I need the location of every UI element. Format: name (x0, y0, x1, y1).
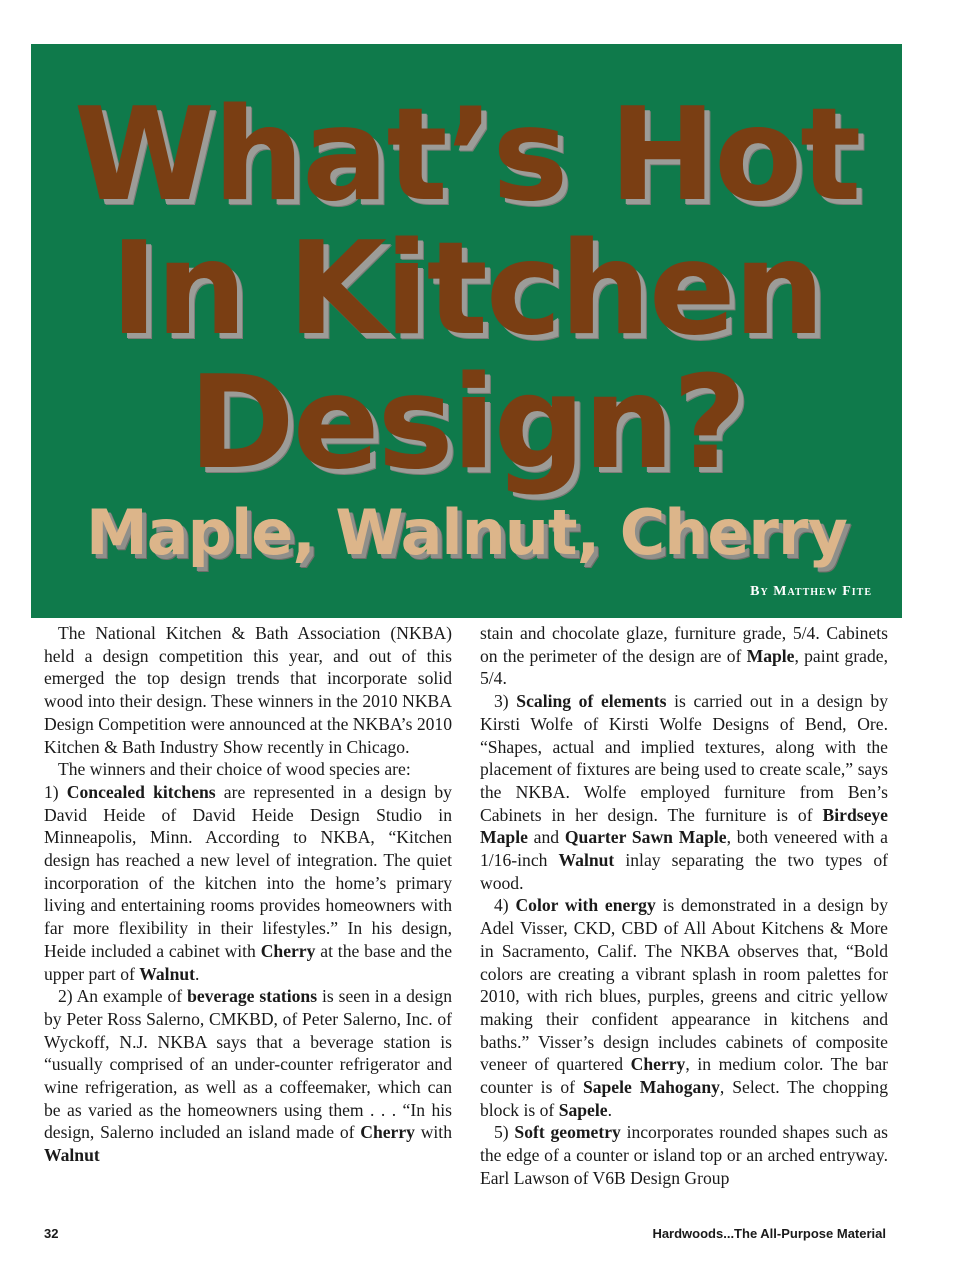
bold-term: Quarter Sawn Maple (564, 827, 727, 848)
text-run: 3) (494, 691, 517, 712)
text-run: is seen in a design by Peter Ross Salerno, CMKBD, of Peter Salerno, Inc. of Wyckoff, N.J. NKBA says that a beverage station is “usually comprised of an under-counter refrigerator and wine refrigeration, as well as a coffeemaker, which can be as varied as the homeowners using them . . . “In his design, Salerno included an island made of (44, 986, 453, 1143)
text-run: 4) (494, 895, 516, 916)
text-run: is carried out in a design by Kirsti Wolfe of Kirsti Wolfe Designs of Bend, Ore. “Shapes, actual and implied textures, along with the placement of fixtures are being used to create scale,” says the NKBA. Wolfe employed furniture from Ben’s Cabinets in her design. The furniture is of (480, 691, 888, 825)
text-run: 1) (44, 781, 67, 802)
bold-term: Birdseye Maple (480, 804, 888, 848)
text-run: incorporates rounded shapes such as the edge of a counter or island top or an arched entryway. Earl Lawson of V6B Design Group (480, 1122, 888, 1188)
text-run: and (527, 827, 565, 848)
page-footer (44, 1226, 886, 1241)
page-number: 32 (44, 1226, 59, 1241)
text-run: are represented in a design by David Heide of David Heide Design Studio in Minneapolis, Minn. According to NKBA, “Kitchen design has reached a new level of integration. The quiet incorporation of the kitchen into the home’s primary living and entertaining rooms provides homeowners with far more flexibility in their lifestyles.” In his design, Heide included a cabinet with (44, 781, 452, 961)
headline-subtitle: Maple, Walnut, Cherry (86, 496, 847, 569)
bold-term: beverage stations (187, 986, 318, 1007)
article-paragraph (480, 1121, 888, 1189)
bold-term: Concealed kitchens (66, 781, 216, 802)
text-run: 5) (494, 1122, 515, 1143)
text-run: with (414, 1122, 452, 1143)
article-paragraph (44, 985, 452, 1167)
article-paragraph (44, 781, 452, 985)
text-run: . (607, 1099, 612, 1120)
article-column-left (44, 622, 452, 1167)
bold-term: Cherry (260, 940, 316, 961)
title-banner (31, 44, 902, 618)
bold-term: Cherry (360, 1122, 415, 1143)
bold-term: Sapele (558, 1099, 608, 1120)
bold-term: Color with energy (515, 895, 656, 916)
text-run: , both veneered with a 1/16-inch (480, 827, 888, 871)
text-run: . (195, 963, 200, 984)
text-run: The National Kitchen & Bath Association (NKBA) held a design competition this year, and out of this emerged the top design trends that incorporate solid wood into their design. These winners in the 2010 NKBA Design Competition were announced at the NKBA’s 2010 Kitchen & Bath Industry Show recently in Chicago. (44, 623, 453, 757)
bold-term: Walnut (139, 963, 196, 984)
bold-term: Walnut (44, 1145, 100, 1166)
text-run: , paint grade, 5/4. (480, 645, 888, 689)
text-run: 2) An example of (58, 986, 188, 1007)
text-run: inlay separating the two types of wood. (480, 850, 889, 893)
byline: By Matthew Fite (750, 584, 872, 599)
text-run: The winners and their choice of wood species are: (58, 759, 411, 780)
bold-term: Sapele Mahogany (582, 1077, 720, 1098)
publication-title: Hardwoods...The All-Purpose Material (652, 1226, 886, 1241)
article-column-right (480, 622, 888, 1190)
bold-term: Scaling of elements (516, 691, 667, 712)
headline-line-1: What’s Hot (73, 81, 860, 230)
bold-term: Maple (746, 645, 795, 666)
text-run: at the base and the upper part of (44, 940, 452, 984)
headline-line-3: Design? (188, 349, 745, 498)
text-run: is demonstrated in a design by Adel Visser, CKD, CBD of All About Kitchens & More in Sacramento, Calif. The NKBA observes that, “Bold colors are creating a vibrant splash in room palettes for 2010, with rich blues, purples, greens and citric yellow making their confident appearance in kitchens and baths.” Visser’s design includes cabinets of composite veneer of quartered (480, 895, 888, 1075)
text-run: stain and chocolate glaze, furniture grade, 5/4. Cabinets on the perimeter of the design are of (480, 623, 888, 666)
article-paragraph (44, 758, 452, 781)
headline-line-2: In Kitchen (110, 215, 823, 364)
text-run: , in medium color. The bar counter is of (480, 1054, 888, 1098)
bold-term: Cherry (630, 1054, 686, 1075)
text-run: , Select. The chopping block is of (480, 1077, 888, 1120)
article-paragraph (480, 690, 888, 894)
bold-term: Soft geometry (514, 1122, 621, 1143)
article-paragraph (44, 622, 452, 758)
bold-term: Walnut (558, 850, 615, 871)
article-paragraph (480, 894, 888, 1121)
article-paragraph (480, 622, 888, 690)
